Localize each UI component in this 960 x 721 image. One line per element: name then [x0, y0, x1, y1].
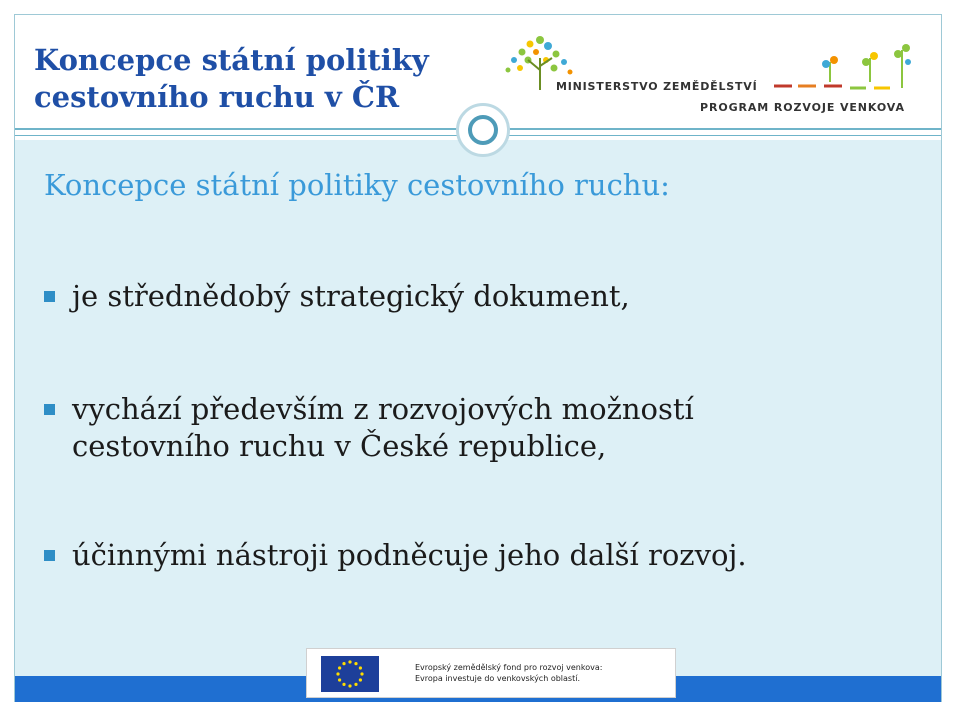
square-bullet-icon: [44, 550, 55, 561]
eu-flag-icon: [321, 656, 379, 692]
bullet-text: účinnými nástroji podněcuje jeho další rozvoj.: [72, 538, 747, 572]
header-title-line-2: cestovního ruchu v ČR: [34, 80, 400, 114]
list-item: [44, 278, 630, 315]
square-bullet-icon: [44, 404, 55, 415]
program-logo: [770, 42, 920, 98]
eu-text-line-2: Evropa investuje do venkovských oblastí.: [415, 674, 580, 683]
program-sprouts-icon: [774, 44, 911, 88]
ministry-name: MINISTERSTVO ZEMĚDĚLSTVÍ: [556, 80, 758, 93]
square-bullet-icon: [44, 291, 55, 302]
bullet-text: vychází především z rozvojových možností: [72, 392, 694, 426]
eu-text-line-1: Evropský zemědělský fond pro rozvoj venkova:: [415, 663, 603, 672]
eu-funding-text: [415, 662, 602, 684]
bullet-text: cestovního ruchu v České republice,: [72, 429, 607, 463]
program-name: PROGRAM ROZVOJE VENKOVA: [700, 101, 905, 114]
list-item: [44, 391, 694, 465]
list-item: [44, 537, 747, 574]
bullet-text: je střednědobý strategický dokument,: [72, 279, 630, 313]
slide-title: Koncepce státní politiky cestovního ruchu:: [44, 168, 670, 202]
decorative-ring-icon: [456, 103, 510, 157]
header-title: [34, 42, 504, 116]
header-title-line-1: Koncepce státní politiky: [34, 43, 429, 77]
eu-funding-banner: [306, 648, 676, 698]
